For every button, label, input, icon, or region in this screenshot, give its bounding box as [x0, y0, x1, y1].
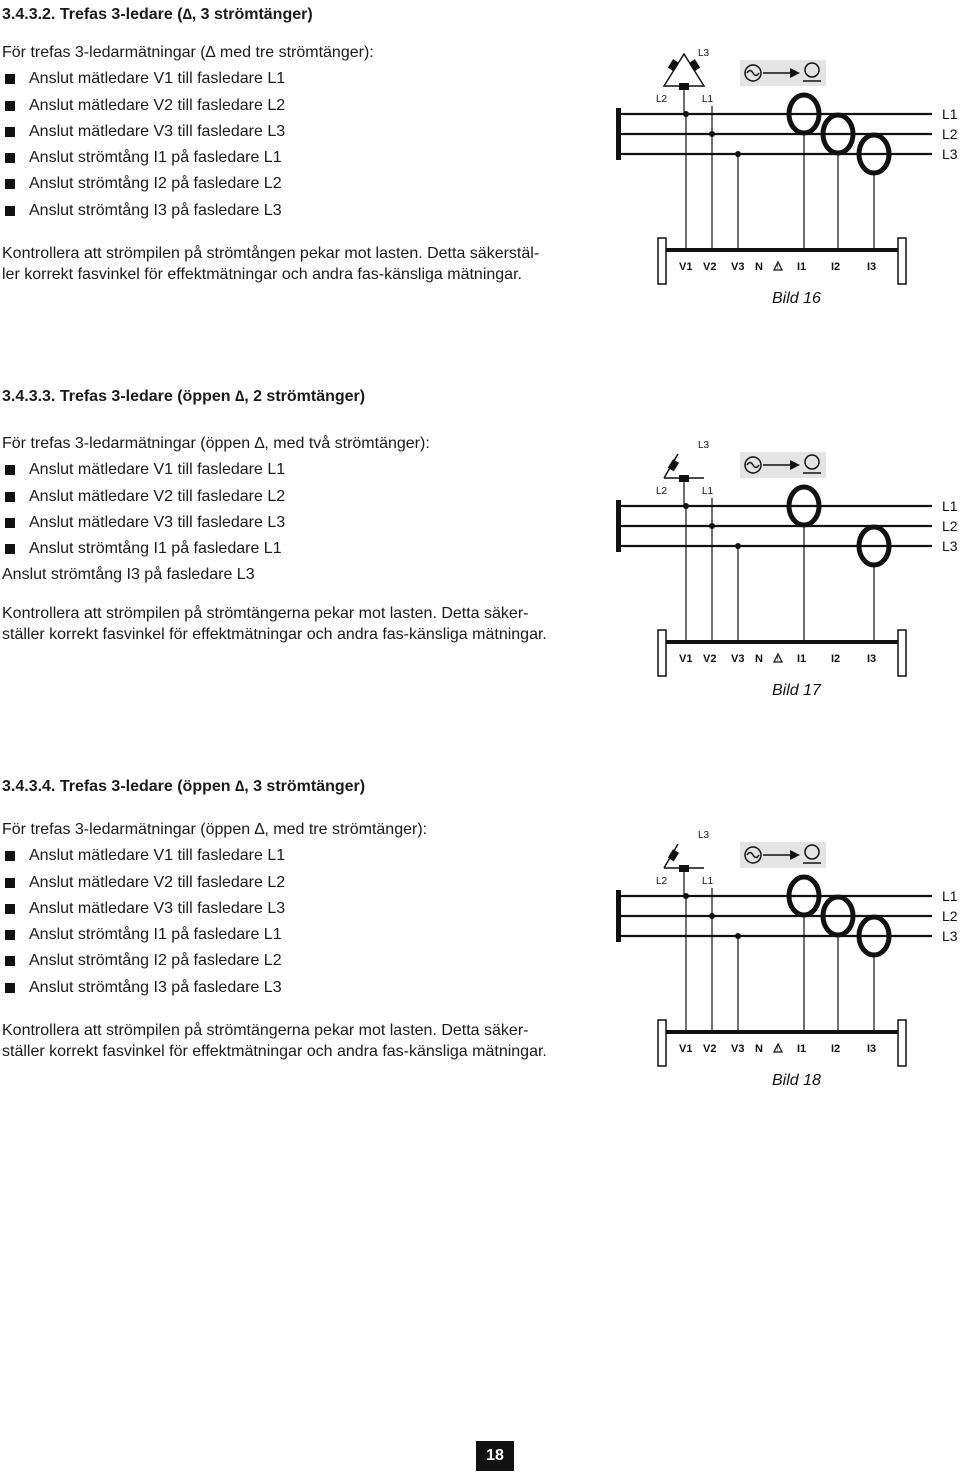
delta-symbol: ∆ — [205, 44, 216, 61]
note-text — [2, 1020, 602, 1062]
section-body — [2, 817, 602, 1001]
load-symbol — [740, 842, 826, 868]
list-item: Anslut mätledare V1 till fasledare L1 — [2, 66, 602, 92]
delta-symbol: ∆ — [235, 388, 245, 405]
list-item: Anslut mätledare V2 till fasledare L2 — [2, 93, 602, 119]
terminal-label: V1 — [679, 1043, 693, 1055]
source-label-l2: L2 — [656, 876, 668, 887]
terminal-label: V2 — [703, 261, 717, 273]
heading-text-end: , 3 strömtänger) — [244, 778, 366, 795]
wiring-diagram-svg — [612, 38, 960, 318]
note-line: ler korrekt fasvinkel för effektmätningar och andra fas-känsliga mätningar. — [2, 266, 522, 283]
figure-caption: Bild 18 — [772, 1072, 821, 1089]
instruction-list — [2, 843, 602, 1001]
list-item: Anslut mätledare V1 till fasledare L1 — [2, 457, 602, 483]
intro-end: , med tre strömtänger): — [264, 821, 428, 838]
winding — [668, 59, 679, 71]
source-label-l2: L2 — [656, 94, 668, 105]
wiring-diagram-svg — [612, 430, 960, 710]
terminal-label: I2 — [831, 1043, 841, 1055]
warning-glyph: ! — [776, 656, 779, 663]
list-item: Anslut mätledare V3 till fasledare L3 — [2, 510, 602, 536]
section-body — [2, 40, 602, 224]
terminal-label: V3 — [731, 653, 745, 665]
terminal-label: I1 — [797, 261, 807, 273]
source-label-l1: L1 — [702, 486, 714, 497]
phase-label: L2 — [942, 908, 958, 924]
list-item: Anslut strömtång I2 på fasledare L2 — [2, 171, 602, 197]
list-item: Anslut mätledare V2 till fasledare L2 — [2, 870, 602, 896]
heading-text-start: Trefas 3-ledare ( — [59, 6, 183, 23]
list-item: Anslut strömtång I1 på fasledare L1 — [2, 922, 602, 948]
terminal-label: I3 — [867, 261, 877, 273]
list-item: Anslut strömtång I1 på fasledare L1 — [2, 536, 602, 562]
terminal-label: I1 — [797, 1043, 807, 1055]
note-line: Kontrollera att strömpilen på strömtängerna pekar mot lasten. Detta säker- — [2, 605, 529, 622]
intro-text — [2, 431, 602, 457]
terminal-label: V3 — [731, 261, 745, 273]
heading-text-start: Trefas 3-ledare (öppen — [59, 388, 235, 405]
delta-symbol: ∆ — [254, 435, 265, 452]
source-symbol — [664, 454, 704, 482]
instruction-list — [2, 66, 602, 224]
terminal-label: I3 — [867, 1043, 877, 1055]
intro-start: För trefas 3-ledarmätningar (öppen — [2, 435, 255, 452]
heading-number: 3.4.3.2. — [2, 6, 56, 23]
source-symbol — [664, 844, 704, 872]
list-item: Anslut mätledare V3 till fasledare L3 — [2, 896, 602, 922]
phase-label: L3 — [942, 146, 958, 162]
section-heading — [2, 387, 365, 407]
delta-symbol: ∆ — [182, 6, 192, 23]
phase-label: L3 — [942, 538, 958, 554]
terminal-label: N — [755, 653, 763, 665]
note-text — [2, 603, 602, 645]
phase-label: L1 — [942, 498, 958, 514]
load-symbol — [740, 60, 826, 86]
terminal-label: V2 — [703, 1043, 717, 1055]
delta-symbol: ∆ — [254, 821, 265, 838]
terminal-label: V2 — [703, 653, 717, 665]
intro-text — [2, 40, 602, 66]
plain-item: Anslut strömtång I3 på fasledare L3 — [2, 566, 255, 584]
heading-number: 3.4.3.3. — [2, 388, 56, 405]
phase-label: L3 — [942, 928, 958, 944]
winding — [679, 83, 689, 90]
intro-start: För trefas 3-ledarmätningar (öppen — [2, 821, 255, 838]
note-text — [2, 243, 602, 285]
terminal-label: V1 — [679, 653, 693, 665]
warning-glyph: ! — [776, 264, 779, 271]
phase-label: L2 — [942, 518, 958, 534]
list-item: Anslut strömtång I1 på fasledare L1 — [2, 145, 602, 171]
intro-end: , med två strömtänger): — [264, 435, 430, 452]
winding — [679, 865, 689, 872]
section-heading — [2, 5, 313, 25]
warning-glyph: ! — [776, 1046, 779, 1053]
phase-label: L1 — [942, 888, 958, 904]
note-line: Kontrollera att strömpilen på strömtången pekar mot lasten. Detta säkerstäl- — [2, 245, 540, 262]
terminal-label: I3 — [867, 653, 877, 665]
delta-symbol: ∆ — [235, 778, 245, 795]
heading-text-end: , 2 strömtänger) — [244, 388, 366, 405]
wiring-diagram — [612, 820, 960, 1100]
source-label-l3: L3 — [698, 440, 710, 451]
list-item: Anslut mätledare V3 till fasledare L3 — [2, 119, 602, 145]
list-item: Anslut strömtång I3 på fasledare L3 — [2, 198, 602, 224]
terminal-label: N — [755, 261, 763, 273]
terminal-label: V3 — [731, 1043, 745, 1055]
wiring-diagram-svg — [612, 820, 960, 1100]
wiring-diagram — [612, 430, 960, 710]
winding — [679, 475, 689, 482]
source-symbol — [664, 54, 704, 90]
source-label-l1: L1 — [702, 876, 714, 887]
winding — [689, 59, 700, 71]
intro-start: För trefas 3-ledarmätningar ( — [2, 44, 206, 61]
intro-end: med tre strömtänger): — [215, 44, 374, 61]
page-number: 18 — [476, 1441, 514, 1471]
terminal-label: N — [755, 1043, 763, 1055]
terminal-label: I2 — [831, 653, 841, 665]
terminal-label: I2 — [831, 261, 841, 273]
note-line: ställer korrekt fasvinkel för effektmätningar och andra fas-känsliga mätningar. — [2, 626, 547, 643]
section-heading — [2, 777, 365, 797]
heading-number: 3.4.3.4. — [2, 778, 56, 795]
figure-caption: Bild 16 — [772, 290, 821, 307]
phase-label: L1 — [942, 106, 958, 122]
phase-label: L2 — [942, 126, 958, 142]
intro-text — [2, 817, 602, 843]
note-line: ställer korrekt fasvinkel för effektmätningar och andra fas-känsliga mätningar. — [2, 1043, 547, 1060]
section-body — [2, 431, 602, 589]
heading-text-end: , 3 strömtänger) — [191, 6, 313, 23]
note-line: Kontrollera att strömpilen på strömtängerna pekar mot lasten. Detta säker- — [2, 1022, 529, 1039]
source-label-l3: L3 — [698, 830, 710, 841]
instruction-list — [2, 457, 602, 562]
list-item: Anslut mätledare V1 till fasledare L1 — [2, 843, 602, 869]
load-symbol — [740, 452, 826, 478]
figure-caption: Bild 17 — [772, 682, 821, 699]
heading-text-start: Trefas 3-ledare (öppen — [59, 778, 235, 795]
list-item: Anslut mätledare V2 till fasledare L2 — [2, 484, 602, 510]
terminal-label: V1 — [679, 261, 693, 273]
source-label-l2: L2 — [656, 486, 668, 497]
terminal-label: I1 — [797, 653, 807, 665]
list-item: Anslut strömtång I3 på fasledare L3 — [2, 975, 602, 1001]
source-label-l1: L1 — [702, 94, 714, 105]
wiring-diagram — [612, 38, 960, 318]
source-label-l3: L3 — [698, 48, 710, 59]
list-item: Anslut strömtång I2 på fasledare L2 — [2, 948, 602, 974]
